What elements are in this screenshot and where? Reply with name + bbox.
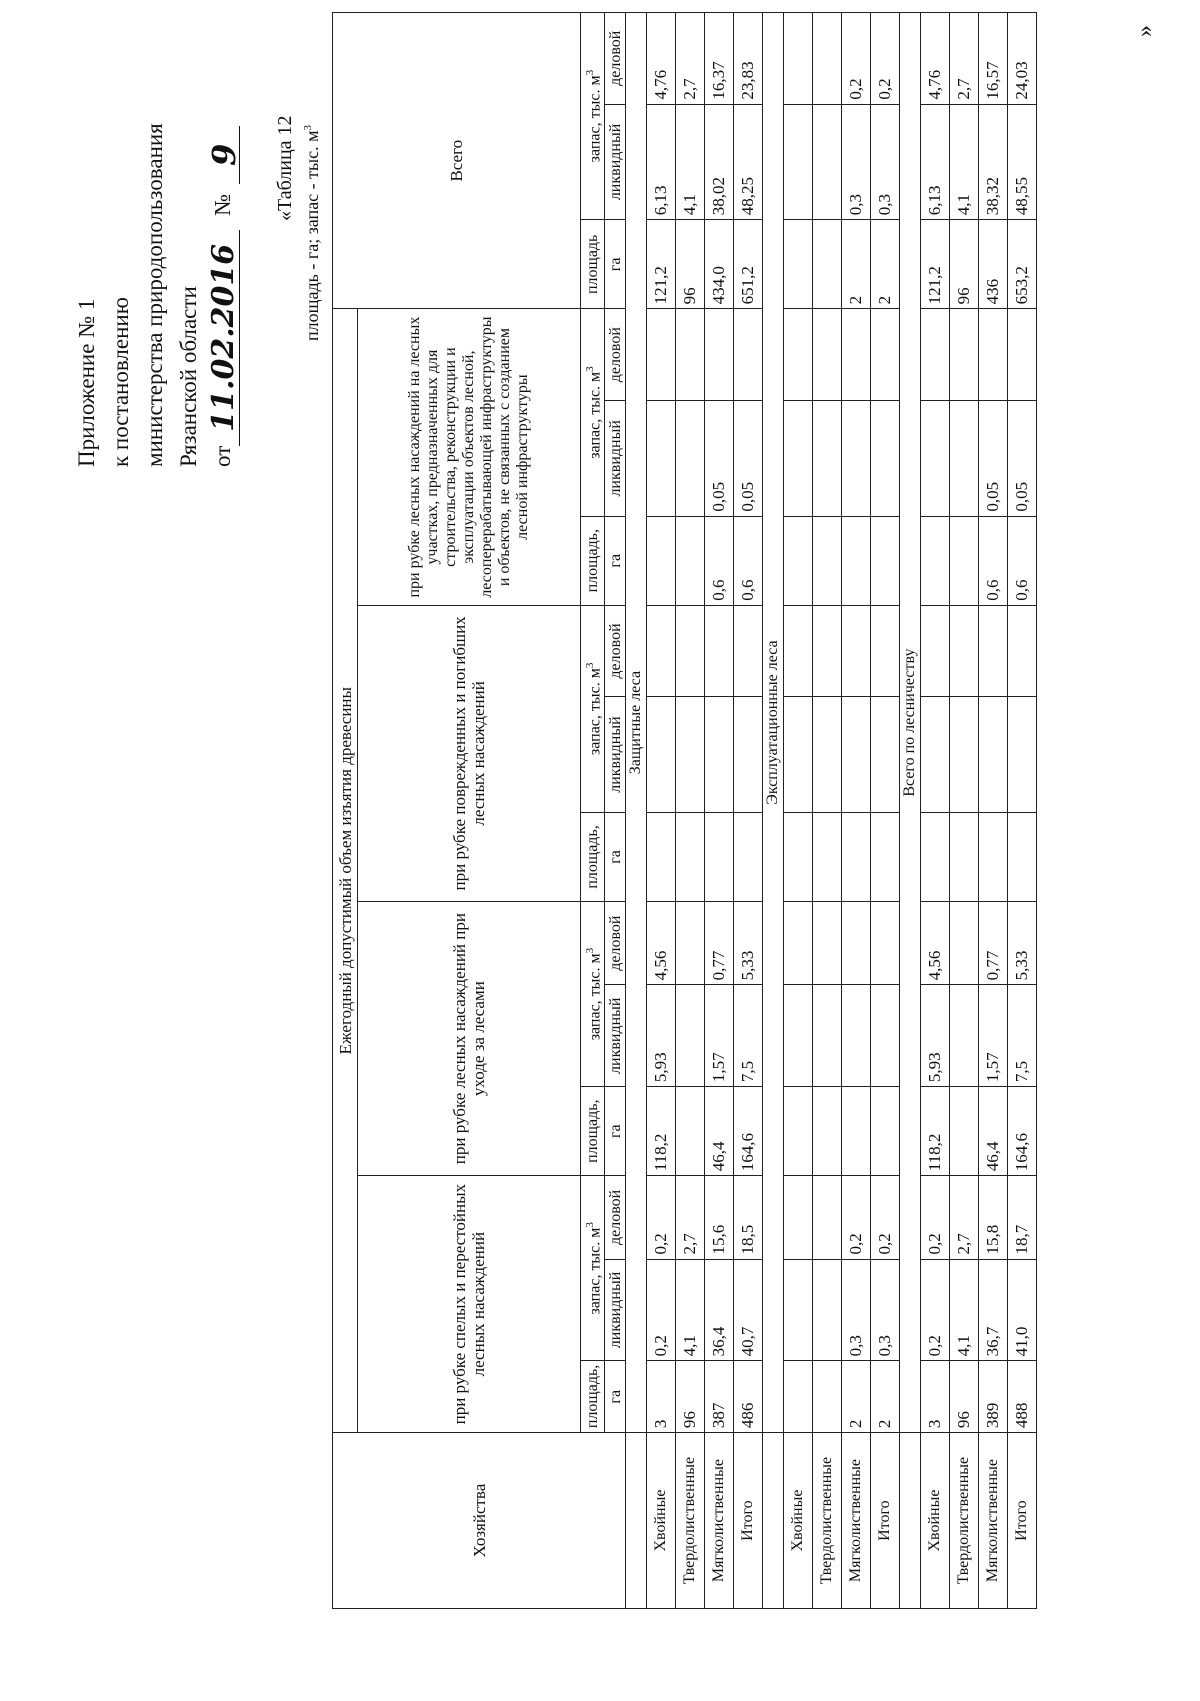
table-cell: 653,2 [1008,220,1037,309]
business-label: деловой [605,13,626,105]
table-cell: 96 [676,1361,705,1433]
table-cell: 2,7 [676,13,705,105]
business-label: деловой [605,1176,626,1259]
table-row [1008,13,1037,1609]
table-cell [676,400,705,516]
table-cell: 0,77 [705,902,734,985]
table-cell: 7,5 [1008,985,1037,1087]
table-cell: 5,33 [1008,902,1037,985]
area-unit: га [605,220,626,309]
table-cell: 6,13 [647,104,676,220]
table-cell: 0,6 [705,516,734,605]
table-cell: 4,76 [647,13,676,105]
table-cell: 18,7 [1008,1176,1037,1259]
table-cell [979,812,1008,901]
table-cell: 24,03 [1008,13,1037,105]
table-row [921,13,950,1609]
table-cell: 4,1 [676,1259,705,1361]
table-cell: 15,6 [705,1176,734,1259]
table-cell: 387 [705,1361,734,1433]
table-row [842,13,871,1609]
table-cell [784,697,813,813]
table-cell: 0,05 [1008,400,1037,516]
table-cell [842,516,871,605]
table-cell: 16,57 [979,13,1008,105]
handwritten-date: 11.02.2016 [209,230,240,446]
table-cell [676,812,705,901]
table-cell: 2,7 [676,1176,705,1259]
table-cell [979,697,1008,813]
table-cell: 48,25 [734,104,763,220]
table-cell [676,309,705,401]
stock-label [581,13,605,220]
table-cell [813,985,842,1087]
table-cell [813,1087,842,1176]
table-cell [734,309,763,401]
table-row [871,13,900,1609]
table-cell [842,697,871,813]
table-cell: 486 [734,1361,763,1433]
table-cell [950,1087,979,1176]
stock-label-sup: 3 [584,69,596,76]
table-cell: 96 [950,1361,979,1433]
table-cell: 5,93 [647,985,676,1087]
table-cell: 434,0 [705,220,734,309]
table-cell: 0,3 [842,104,871,220]
header-line-2: к постановлению [108,297,133,467]
table-cell [921,309,950,401]
table-cell [1008,812,1037,901]
table-cell [813,220,842,309]
table-cell: 4,56 [921,902,950,985]
table-cell [979,309,1008,401]
table-cell: 2,7 [950,13,979,105]
table-cell: 48,55 [1008,104,1037,220]
table-cell: 0,6 [979,516,1008,605]
section-spacer [626,1433,647,1609]
table-cell [784,985,813,1087]
date-prefix: от [210,445,235,467]
area-label: площадь, [581,516,605,605]
area-label: площадь, [581,1087,605,1176]
row-label: Хвойные [784,1433,813,1609]
table-cell: 121,2 [647,220,676,309]
area-label: площадь, [581,1361,605,1433]
wood-volume-table [332,12,1037,1609]
table-cell: 46,4 [705,1087,734,1176]
table-cell [950,605,979,696]
table-cell [813,697,842,813]
table-cell [647,605,676,696]
table-cell [921,400,950,516]
table-cell: 46,4 [979,1087,1008,1176]
area-label-total: площадь [581,220,605,309]
table-cell: 40,7 [734,1259,763,1361]
table-cell [871,812,900,901]
table-cell: 651,2 [734,220,763,309]
table-cell: 2 [871,220,900,309]
table-cell: 0,6 [1008,516,1037,605]
section-row [763,13,784,1609]
liquid-label: ликвидный [605,1259,626,1361]
row-label: Твердолиственные [950,1433,979,1609]
table-cell: 0,2 [921,1176,950,1259]
table-cell: 2 [871,1361,900,1433]
stock-label-text: запас, тыс. м [586,371,604,459]
group-header: Ежегодный допустимый объем изъятия древесины [333,309,358,1433]
table-cell [784,220,813,309]
table-cell [647,516,676,605]
table-cell [842,812,871,901]
liquid-label: ликвидный [605,104,626,220]
table-cell: 0,3 [871,1259,900,1361]
table-cell [784,1259,813,1361]
table-cell: 0,2 [842,13,871,105]
table-cell: 0,3 [842,1259,871,1361]
stock-label [581,1176,605,1361]
stock-label-text: запас, тыс. м [586,1227,604,1315]
table-cell [647,812,676,901]
table-cell: 41,0 [1008,1259,1037,1361]
table-cell: 1,57 [979,985,1008,1087]
table-cell [950,309,979,401]
table-cell: 16,37 [705,13,734,105]
stock-label-text: запас, тыс. м [586,668,604,756]
table-cell [784,516,813,605]
table-cell: 0,2 [647,1176,676,1259]
row-label: Хвойные [921,1433,950,1609]
table-cell [871,400,900,516]
table-cell: 3 [921,1361,950,1433]
table-cell: 164,6 [1008,1087,1037,1176]
table-cell [813,1259,842,1361]
table-cell: 2,7 [950,1176,979,1259]
table-cell [921,516,950,605]
table-row [979,13,1008,1609]
table-cell [950,697,979,813]
table-row [676,13,705,1609]
area-unit: га [605,516,626,605]
table-cell [842,985,871,1087]
table-cell: 96 [950,220,979,309]
table-cell [784,902,813,985]
table-cell [784,104,813,220]
table-cell: 0,2 [871,1176,900,1259]
section-spacer [900,1433,921,1609]
closing-quote: » [1132,25,1158,37]
table-cell: 0,6 [734,516,763,605]
table-cell [871,309,900,401]
units-text: площадь - га; запас - тыс. м [302,130,322,341]
table-cell [921,812,950,901]
table-cell [676,1087,705,1176]
table-cell [950,400,979,516]
row-label: Твердолиственные [676,1433,705,1609]
appendix-header [70,27,243,467]
stock-label-sup: 3 [584,662,596,669]
table-cell [784,1087,813,1176]
table-cell: 5,33 [734,902,763,985]
table-cell: 164,6 [734,1087,763,1176]
table-cell [813,812,842,901]
stock-label [581,605,605,812]
table-cell: 23,83 [734,13,763,105]
liquid-label: ликвидный [605,697,626,813]
table-cell [705,812,734,901]
stock-label-sup: 3 [584,366,596,372]
row-label: Твердолиственные [813,1433,842,1609]
table-cell [784,309,813,401]
table-cell: 4,56 [647,902,676,985]
table-cell: 436 [979,220,1008,309]
table-cell: 1,57 [705,985,734,1087]
table-row [705,13,734,1609]
table-row [950,13,979,1609]
table-cell [950,902,979,985]
table-cell [784,605,813,696]
section-row [626,13,647,1609]
table-cell [705,697,734,813]
section-spacer [763,1433,784,1609]
table-cell: 96 [676,220,705,309]
table-cell [647,309,676,401]
col-farm-header: Хозяйства [333,1433,626,1609]
table-cell [676,516,705,605]
table-row [734,13,763,1609]
table-title: «Таблица 12 [274,115,296,221]
row-label: Итого [734,1433,763,1609]
table-cell [1008,309,1037,401]
stock-label [581,309,605,516]
table-cell [705,309,734,401]
table-cell [784,1361,813,1433]
row-label: Хвойные [647,1433,676,1609]
units-note [302,125,323,341]
table-cell [950,812,979,901]
table-cell [1008,605,1037,696]
table-cell [647,400,676,516]
business-label: деловой [605,605,626,696]
table-cell [734,605,763,696]
table-cell: 0,2 [647,1259,676,1361]
table-cell [784,812,813,901]
table-cell [734,812,763,901]
col-group-mature: при рубке спелых и перестойных лесных насаждений [358,1176,581,1433]
table-cell: 4,1 [950,104,979,220]
table-cell [871,1087,900,1176]
table-cell: 4,1 [676,104,705,220]
table-cell [842,309,871,401]
table-cell [734,697,763,813]
stock-label-sup: 3 [584,947,596,954]
table-cell: 0,05 [979,400,1008,516]
table-cell [676,697,705,813]
units-sup: 3 [302,124,314,131]
table-cell [813,1176,842,1259]
table-cell [813,1361,842,1433]
table-cell [784,400,813,516]
table-cell: 0,77 [979,902,1008,985]
table-cell [1008,697,1037,813]
row-label: Мягколиственные [705,1433,734,1609]
col-group-total: Всего [333,13,581,309]
header-line-4: Рязанской области [176,286,201,467]
table-row [784,13,813,1609]
table-cell [842,605,871,696]
table-cell: 0,05 [705,400,734,516]
stock-label [581,902,605,1087]
table-cell: 18,5 [734,1176,763,1259]
handwritten-number: 9 [209,126,240,184]
stock-label-sup: 3 [584,1222,596,1228]
table-cell: 118,2 [921,1087,950,1176]
table-cell: 121,2 [921,220,950,309]
liquid-label: ликвидный [605,400,626,516]
business-label: деловой [605,902,626,985]
table-cell [950,985,979,1087]
table-cell [647,697,676,813]
table-cell [871,985,900,1087]
table-cell [813,902,842,985]
table-cell: 2 [842,1361,871,1433]
col-group-construction: при рубке лесных насаждений на лесных участках, предназначенных для строительства, реконструкции и эксплуатации объектов лесной, лесоперерабатывающей инфраструктуры и объектов, не связанных с созданием лесной инфраструктуры [358,309,581,605]
table-cell: 5,93 [921,985,950,1087]
table-cell [871,697,900,813]
table-cell: 38,32 [979,104,1008,220]
col-group-damaged: при рубке поврежденных и погибших лесных насаждений [358,605,581,901]
table-cell: 0,2 [921,1259,950,1361]
table-cell [842,400,871,516]
table-cell [921,697,950,813]
col-group-care: при рубке лесных насаждений при уходе за лесами [358,902,581,1176]
table-cell [950,516,979,605]
table-cell [813,104,842,220]
table-cell: 4,76 [921,13,950,105]
table-cell: 2 [842,220,871,309]
table-cell [813,309,842,401]
table-cell: 488 [1008,1361,1037,1433]
table-row [647,13,676,1609]
table-cell [784,13,813,105]
area-unit: га [605,812,626,901]
row-label: Итого [1008,1433,1037,1609]
table-cell [813,605,842,696]
table-cell [705,605,734,696]
table-cell: 0,05 [734,400,763,516]
table-cell: 36,4 [705,1259,734,1361]
table-cell [784,1176,813,1259]
table-cell [842,1087,871,1176]
row-label: Мягколиственные [979,1433,1008,1609]
table-cell: 36,7 [979,1259,1008,1361]
table-cell [871,902,900,985]
table-cell: 0,2 [842,1176,871,1259]
row-label: Мягколиственные [842,1433,871,1609]
area-label: площадь, [581,812,605,901]
table-cell [921,605,950,696]
table-cell: 0,2 [871,13,900,105]
stock-label-text: запас, тыс. м [586,953,604,1041]
number-label: № [210,193,235,216]
table-cell [676,605,705,696]
section-title: Эксплуатационные леса [763,13,784,1433]
table-cell: 7,5 [734,985,763,1087]
table-cell [871,516,900,605]
area-unit: га [605,1087,626,1176]
section-row [900,13,921,1609]
header-line-3: министерства природопользования [142,123,167,467]
section-title: Всего по лесничеству [900,13,921,1433]
table-cell [813,516,842,605]
table-cell [871,605,900,696]
table-row [813,13,842,1609]
table-cell: 15,8 [979,1176,1008,1259]
table-cell [842,902,871,985]
date-line [205,27,243,467]
table-cell [676,902,705,985]
table-cell [979,605,1008,696]
table-cell [813,13,842,105]
table-cell [676,985,705,1087]
header-line-1: Приложение № 1 [74,298,99,467]
table-cell: 0,3 [871,104,900,220]
row-label: Итого [871,1433,900,1609]
stock-label-text: запас, тыс. м [586,75,604,163]
section-title: Защитные леса [626,13,647,1433]
liquid-label: ликвидный [605,985,626,1087]
table-cell: 389 [979,1361,1008,1433]
table-cell: 6,13 [921,104,950,220]
business-label: деловой [605,309,626,401]
table-cell: 3 [647,1361,676,1433]
table-cell [813,400,842,516]
table-cell: 118,2 [647,1087,676,1176]
area-unit: га [605,1361,626,1433]
table-cell: 38,02 [705,104,734,220]
table-cell: 4,1 [950,1259,979,1361]
